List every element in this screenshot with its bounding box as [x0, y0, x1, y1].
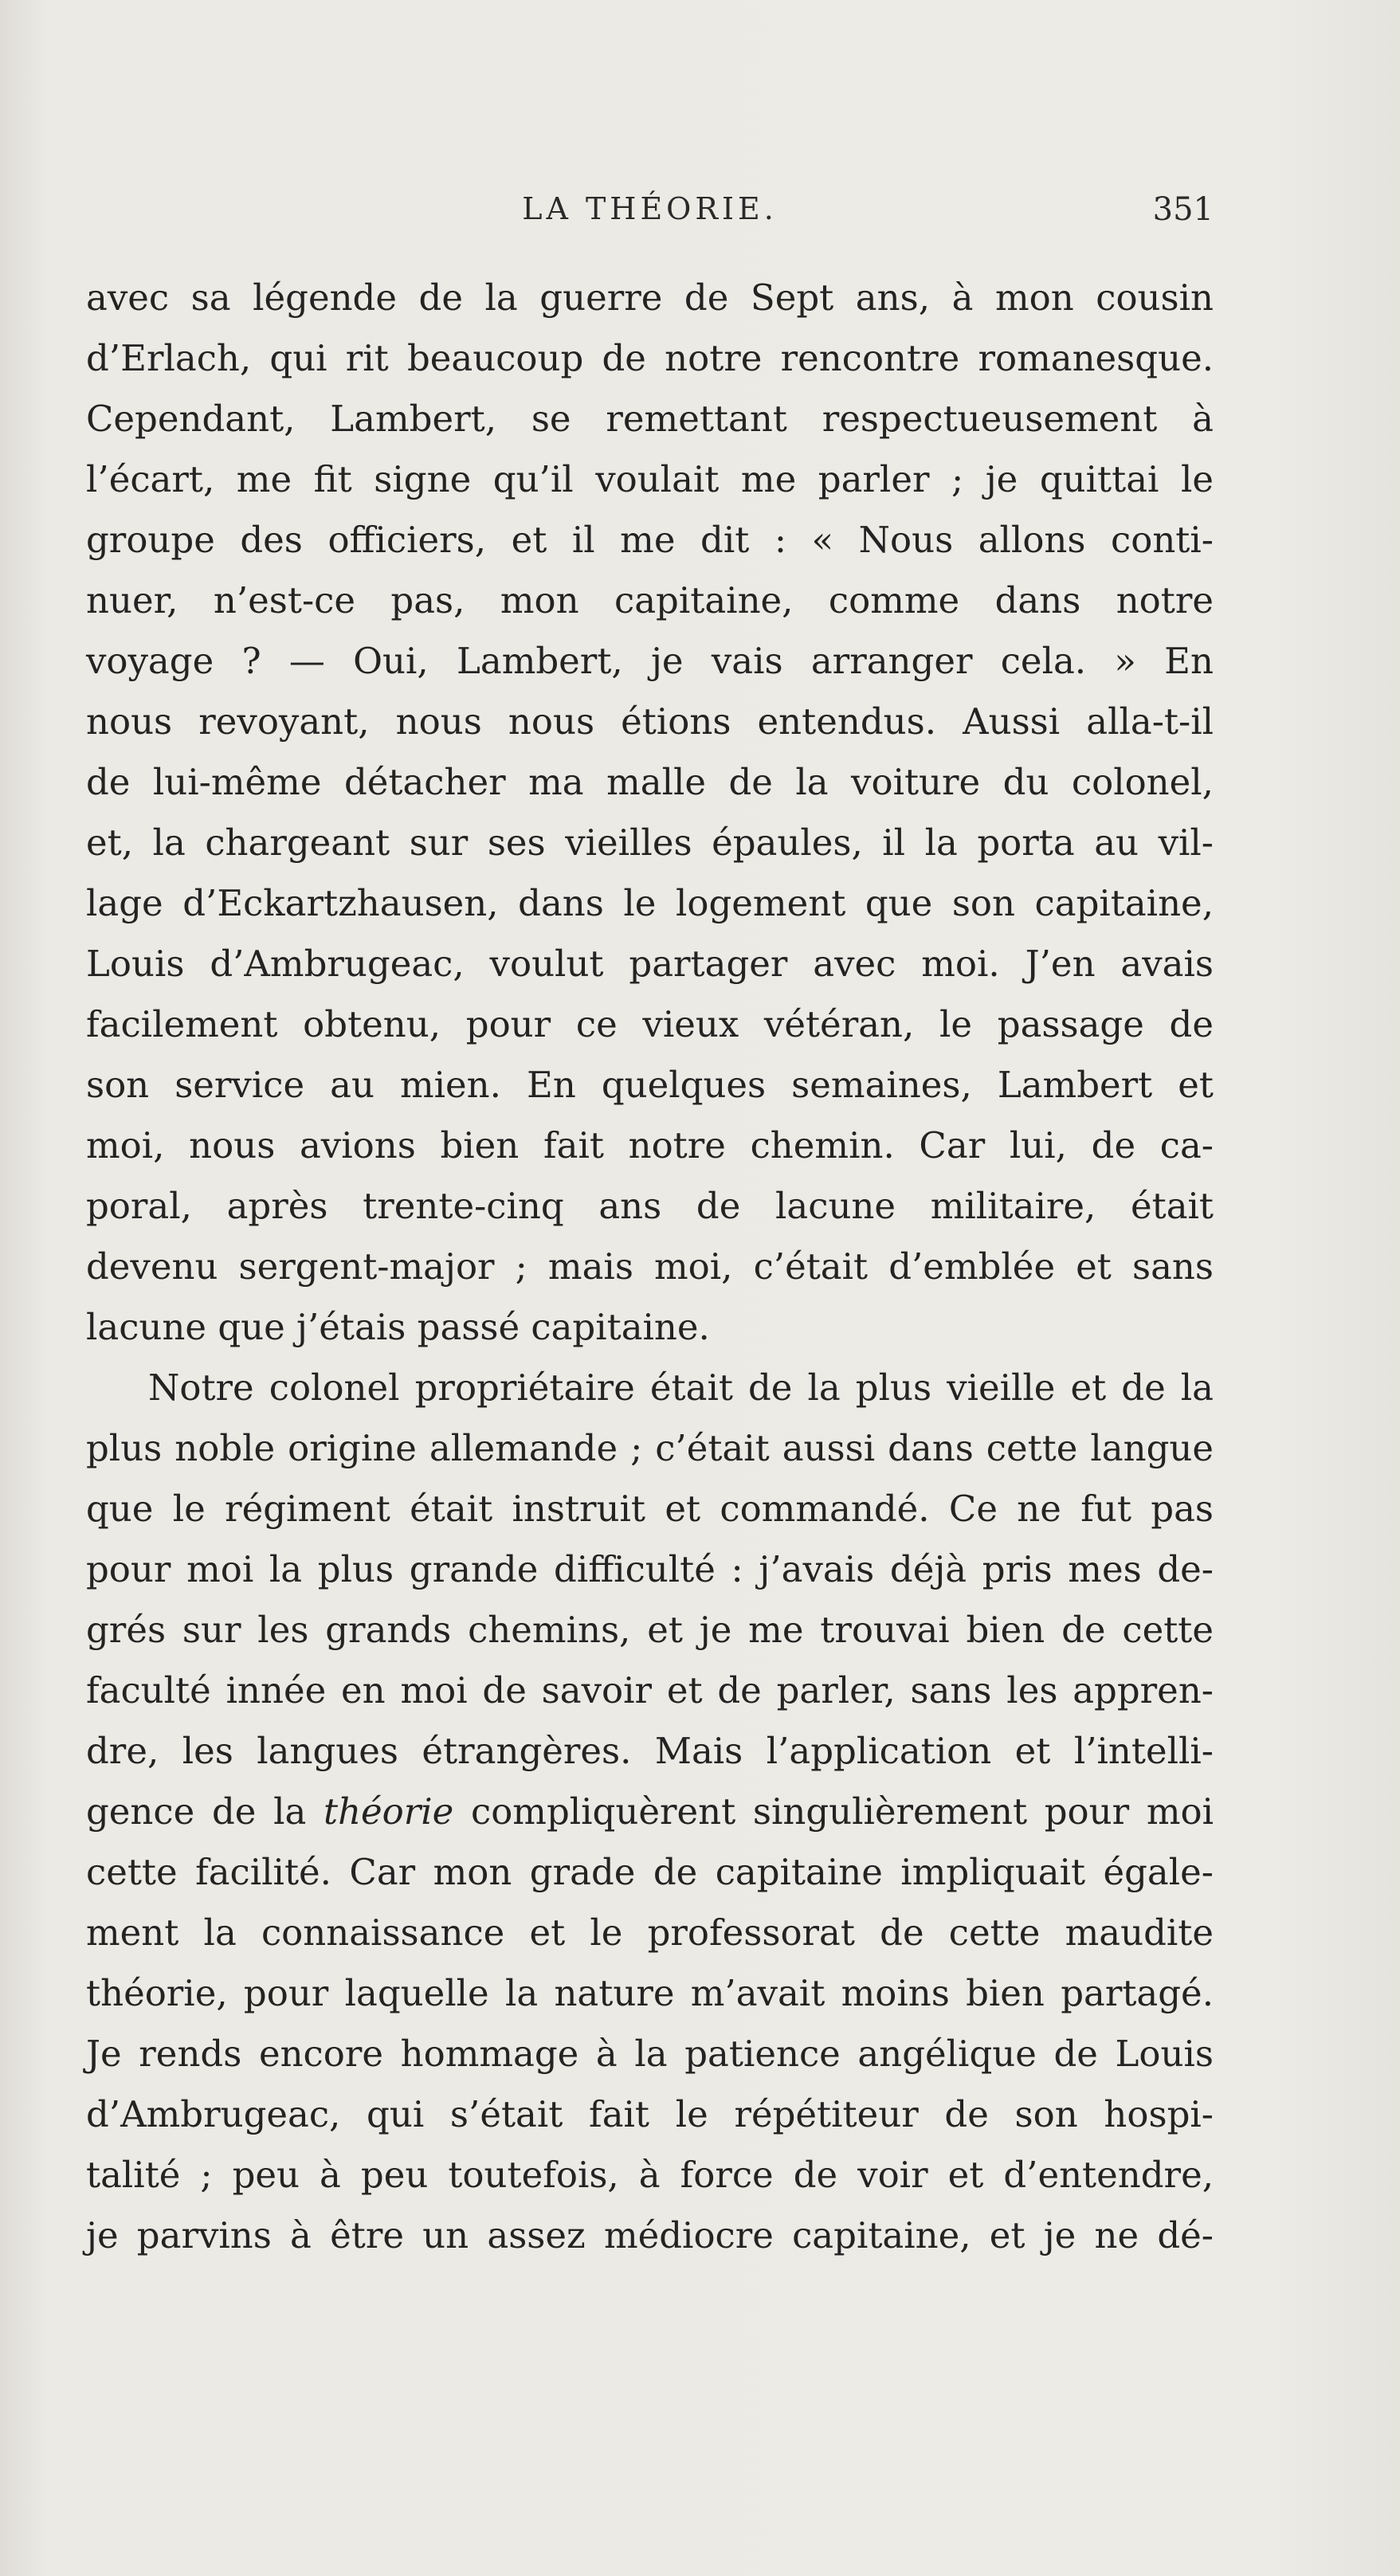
- text-line: moi, nous avions bien fait notre chemin. Car lui, de ca-: [86, 1124, 1214, 1166]
- text-line: lage d’Eckartzhausen, dans le logement que son capitaine,: [86, 882, 1214, 924]
- body-text: [86, 268, 1214, 2266]
- text-line: poral, après trente-cinq ans de lacune militaire, était: [86, 1185, 1214, 1227]
- text-line: je parvins à être un assez médiocre capitaine, et je ne dé-: [86, 2214, 1214, 2256]
- paragraph: [86, 268, 1214, 1358]
- text-line: nuer, n’est-ce pas, mon capitaine, comme dans notre: [86, 579, 1214, 621]
- text-line: nous revoyant, nous nous étions entendus. Aussi alla-t-il: [86, 700, 1214, 743]
- text-line: Je rends encore hommage à la patience angélique de Louis: [86, 2033, 1214, 2075]
- text-line: pour moi la plus grande difficulté : j’avais déjà pris mes de-: [86, 1548, 1214, 1590]
- text-line: d’Ambrugeac, qui s’était fait le répétiteur de son hospi-: [86, 2093, 1214, 2135]
- text-line: et, la chargeant sur ses vieilles épaules, il la porta au vil-: [86, 821, 1214, 864]
- text-line: avec sa légende de la guerre de Sept ans, à mon cousin: [86, 276, 1214, 319]
- text-line: théorie, pour laquelle la nature m’avait moins bien partagé.: [86, 1972, 1214, 2014]
- text-line: [86, 1782, 1214, 1842]
- text-line: dre, les langues étrangères. Mais l’application et l’intelli-: [86, 1730, 1214, 1772]
- text-line: groupe des officiers, et il me dit : « Nous allons conti-: [86, 519, 1214, 561]
- text-line: voyage ? — Oui, Lambert, je vais arranger cela. » En: [86, 640, 1214, 682]
- text-line: faculté innée en moi de savoir et de parler, sans les appren-: [86, 1669, 1214, 1711]
- paragraph: [86, 1358, 1214, 2266]
- text-line: plus noble origine allemande ; c’était aussi dans cette langue: [86, 1427, 1214, 1469]
- text-line: Louis d’Ambrugeac, voulut partager avec moi. J’en avais: [86, 943, 1214, 985]
- text-line: que le régiment était instruit et commandé. Ce ne fut pas: [86, 1488, 1214, 1530]
- text-line: de lui-même détacher ma malle de la voiture du colonel,: [86, 761, 1214, 803]
- text-line: Cependant, Lambert, se remettant respectueusement à: [86, 398, 1214, 440]
- text-line: lacune que j’étais passé capitaine.: [86, 1306, 710, 1348]
- text-segment: compliquèrent singulièrement pour moi: [453, 1790, 1214, 1833]
- text-line: d’Erlach, qui rit beaucoup de notre rencontre romanesque.: [86, 337, 1214, 379]
- running-title: LA THÉORIE.: [522, 191, 778, 226]
- text-line: talité ; peu à peu toutefois, à force de voir et d’entendre,: [86, 2154, 1214, 2196]
- text-segment: gence de la: [86, 1790, 324, 1833]
- text-line: grés sur les grands chemins, et je me trouvai bien de cette: [86, 1609, 1214, 1651]
- text-line: devenu sergent-major ; mais moi, c’était d’emblée et sans: [86, 1245, 1214, 1288]
- text-line: cette facilité. Car mon grade de capitaine impliquait égale-: [86, 1851, 1214, 1893]
- text-line: son service au mien. En quelques semaines, Lambert et: [86, 1064, 1214, 1106]
- text-line: l’écart, me fit signe qu’il voulait me parler ; je quittai le: [86, 458, 1214, 500]
- text-line: ment la connaissance et le professorat de cette maudite: [86, 1911, 1214, 1954]
- text-line: facilement obtenu, pour ce vieux vétéran, le passage de: [86, 1003, 1214, 1045]
- page-number: 351: [1152, 191, 1214, 228]
- text-line: Notre colonel propriétaire était de la plus vieille et de la: [148, 1366, 1214, 1409]
- page-header: [86, 191, 1214, 239]
- italic-term: théorie: [323, 1790, 454, 1833]
